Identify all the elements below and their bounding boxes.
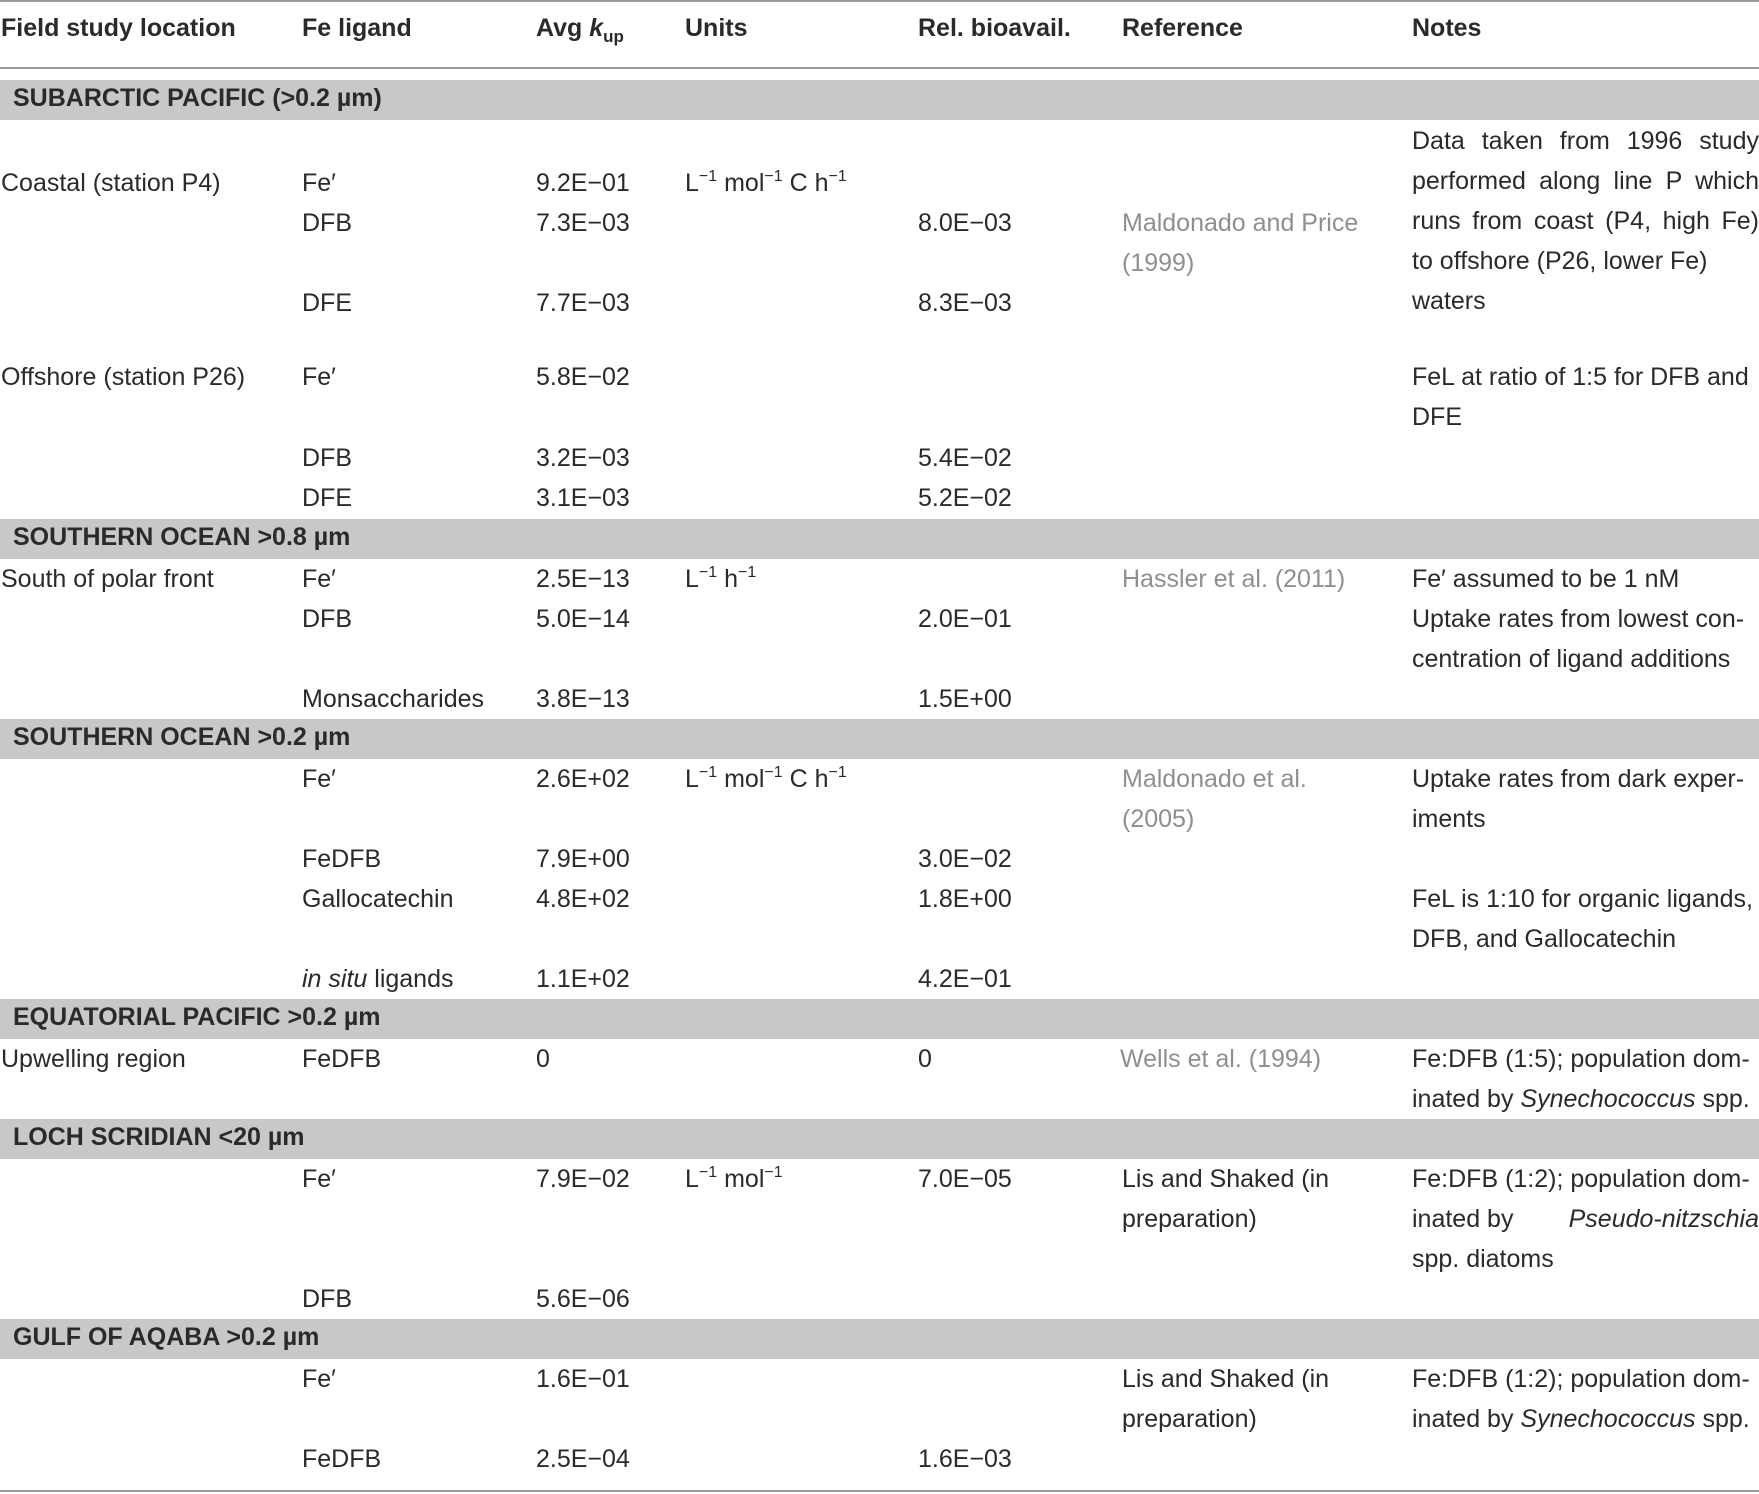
row-relbio: 1.5E+00: [918, 685, 1012, 713]
note-text-last: DFE: [1412, 403, 1462, 431]
row-kup: 7.9E+00: [536, 845, 630, 873]
row-location: Offshore (station P26): [1, 363, 246, 391]
row-ligand: in situ ligands: [302, 965, 454, 993]
section-title: SOUTHERN OCEAN >0.2 µm: [13, 723, 351, 751]
note-text: Fe:DFB (1:5); population dom-: [1412, 1045, 1750, 1073]
reference-link[interactable]: Hassler et al. (2011): [1122, 565, 1346, 593]
row-relbio: 8.3E−03: [918, 289, 1012, 317]
row-ligand: DFE: [302, 289, 352, 317]
row-kup: 5.8E−02: [536, 363, 630, 391]
row-ligand: Monsaccharides: [302, 685, 485, 713]
row-location: Coastal (station P4): [1, 169, 221, 197]
section-band: [0, 999, 1759, 1039]
header-avg-prefix: Avg: [536, 14, 590, 42]
row-units: $L^{-1}$ mol$^{-1}$ C $h^{-1}$: [685, 764, 847, 793]
row-ligand: FeDFB: [302, 1445, 382, 1473]
note-text: FeL is 1:10 for organic ligands,: [1412, 885, 1753, 913]
row-relbio: 3.0E−02: [918, 845, 1012, 873]
row-ligand: DFE: [302, 484, 352, 512]
row-relbio: 1.6E−03: [918, 1445, 1012, 1473]
row-kup: 5.6E−06: [536, 1285, 630, 1313]
note-text-last: inated by Synechococcus spp.: [1412, 1085, 1750, 1113]
note-text-last: spp. diatoms: [1412, 1245, 1554, 1273]
row-ligand: DFB: [302, 605, 352, 633]
row-kup: 3.1E−03: [536, 484, 630, 512]
header-rule: [0, 67, 1759, 69]
section-title: SUBARCTIC PACIFIC (>0.2 µm): [13, 84, 382, 112]
row-units: $L^{-1}$ $h^{-1}$: [685, 564, 757, 593]
row-kup: 1.6E−01: [536, 1365, 630, 1393]
reference-text: Lis and Shaked (in preparation): [1122, 1365, 1330, 1433]
row-kup: 7.3E−03: [536, 209, 630, 237]
row-ligand: Fe′: [302, 169, 336, 197]
section-title: GULF OF AQABA >0.2 µm: [13, 1323, 320, 1351]
row-units: $L^{-1}$ mol$^{-1}$: [685, 1164, 783, 1193]
section-title: LOCH SCRIDIAN <20 µm: [13, 1123, 305, 1151]
row-relbio: 5.2E−02: [918, 484, 1012, 512]
row-kup: 3.8E−13: [536, 685, 630, 713]
row-kup: 2.5E−13: [536, 565, 630, 593]
row-kup: 9.2E−01: [536, 169, 630, 197]
section-band: [0, 1119, 1759, 1159]
reference-link[interactable]: Wells et al. (1994): [1120, 1045, 1322, 1073]
row-kup: 2.5E−04: [536, 1445, 630, 1473]
row-ligand: Fe′: [302, 565, 336, 593]
header-reference: Reference: [1122, 14, 1243, 42]
header-avg-k: k: [589, 14, 604, 42]
header-units: Units: [685, 14, 748, 42]
note-text-mid: inated by Pseudo-nitzschia: [1412, 1205, 1759, 1233]
top-rule: [0, 0, 1759, 2]
reference-link[interactable]: Maldonado and Price (1999): [1122, 209, 1359, 277]
section-title: SOUTHERN OCEAN >0.8 µm: [13, 523, 351, 551]
row-location: South of polar front: [1, 565, 214, 593]
row-kup: 7.9E−02: [536, 1165, 630, 1193]
bottom-rule: [0, 1490, 1759, 1492]
note-text-last: iments: [1412, 805, 1486, 833]
row-ligand: Fe′: [302, 1165, 336, 1193]
header-ligand: Fe ligand: [302, 14, 412, 42]
section-title: EQUATORIAL PACIFIC >0.2 µm: [13, 1003, 381, 1031]
section-band: [0, 80, 1759, 120]
reference-text: Lis and Shaked (in preparation): [1122, 1165, 1330, 1233]
note-text: Data taken from 1996 study performed along line P which runs from coast (P4, high Fe) to offshore (P26, lower Fe): [1412, 127, 1759, 275]
row-relbio: 4.2E−01: [918, 965, 1012, 993]
row-ligand: Fe′: [302, 1365, 336, 1393]
row-ligand: DFB: [302, 444, 352, 472]
row-location: Upwelling region: [1, 1045, 186, 1073]
row-units: $L^{-1}$ mol$^{-1}$ C $h^{-1}$: [685, 168, 847, 197]
header-notes: Notes: [1412, 14, 1482, 42]
header-location: Field study location: [1, 14, 236, 42]
note-text: Fe:DFB (1:2); population dom-: [1412, 1365, 1750, 1393]
note-text: Fe:DFB (1:2); population dom-: [1412, 1165, 1750, 1193]
header-avg-sub: up: [603, 27, 624, 46]
row-kup: 7.7E−03: [536, 289, 630, 317]
row-kup: 4.8E+02: [536, 885, 630, 913]
header-avg-kup: [536, 14, 624, 46]
row-ligand: FeDFB: [302, 845, 382, 873]
row-relbio: 2.0E−01: [918, 605, 1012, 633]
row-ligand: Gallocatechin: [302, 885, 454, 913]
note-text: FeL at ratio of 1:5 for DFB and: [1412, 363, 1749, 391]
section-band: [0, 719, 1759, 759]
note-text: Uptake rates from lowest con-: [1412, 605, 1745, 633]
note-text-last: waters: [1412, 287, 1486, 315]
row-relbio: 1.8E+00: [918, 885, 1012, 913]
row-ligand: DFB: [302, 209, 352, 237]
row-relbio: 8.0E−03: [918, 209, 1012, 237]
header-relbio: Rel. bioavail.: [918, 14, 1071, 42]
row-relbio: 5.4E−02: [918, 444, 1012, 472]
row-relbio: 7.0E−05: [918, 1165, 1012, 1193]
section-band: [0, 1319, 1759, 1359]
note-text-last: centration of ligand additions: [1412, 645, 1731, 673]
row-kup: 3.2E−03: [536, 444, 630, 472]
reference-link[interactable]: Maldonado et al. (2005): [1122, 765, 1307, 833]
row-relbio: 0: [918, 1045, 932, 1073]
row-ligand: FeDFB: [302, 1045, 382, 1073]
row-kup: 0: [536, 1045, 550, 1073]
note-text-last: DFB, and Gallocatechin: [1412, 925, 1677, 953]
row-ligand: DFB: [302, 1285, 352, 1313]
note-text-last: inated by Synechococcus spp.: [1412, 1405, 1750, 1433]
row-ligand: Fe′: [302, 765, 336, 793]
row-ligand: Fe′: [302, 363, 336, 391]
note-text: Fe′ assumed to be 1 nM: [1412, 565, 1680, 593]
row-kup: 5.0E−14: [536, 605, 630, 633]
note-text: Uptake rates from dark exper-: [1412, 765, 1745, 793]
row-kup: 2.6E+02: [536, 765, 630, 793]
row-kup: 1.1E+02: [536, 965, 630, 993]
section-band: [0, 519, 1759, 559]
